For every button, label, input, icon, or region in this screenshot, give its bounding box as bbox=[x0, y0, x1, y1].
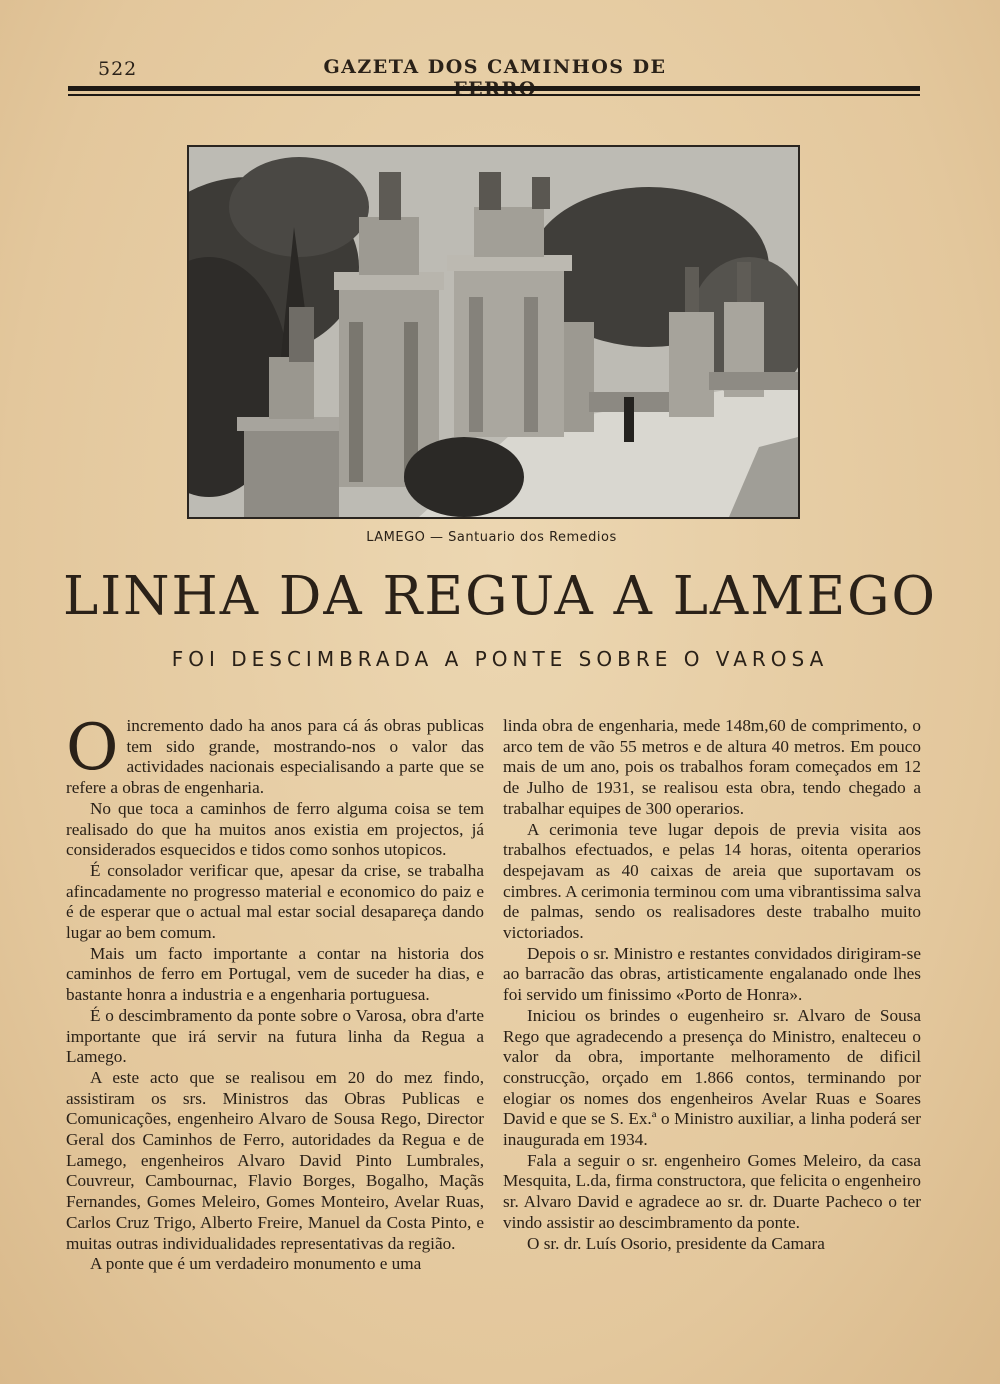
article-paragraph: No que toca a caminhos de ferro alguma coisa se tem realisado do que ha muitos anos existia em projectos, já considerados esquecidos e tidos como sonhos utopicos. bbox=[66, 798, 484, 860]
article-paragraph: É consolador verificar que, apesar da crise, se trabalha afincadamente no progresso material e economico do paiz e é de esperar que o actual mal estar social desapareça dando lugar ao bem comum. bbox=[66, 860, 484, 943]
article-paragraph: Fala a seguir o sr. engenheiro Gomes Meleiro, da casa Mesquita, L.da, firma constructora, que felicita o engenheiro sr. Alvaro David e agradece ao sr. dr. Duarte Pacheco o ter vindo assistir ao descimbramento da ponte. bbox=[503, 1150, 921, 1232]
page-number: 522 bbox=[98, 58, 138, 80]
article-column-left bbox=[66, 711, 484, 1275]
article-paragraph: linda obra de engenharia, mede 148m,60 de comprimento, o arco tem de vão 55 metros e de altura 40 metros. Em pouco mais de um ano, pois os trabalhos foram começados em 12 de Julho de 1931, se realisou esta obra, tendo chegado a trabalhar equipes de 300 operarios. bbox=[503, 716, 921, 818]
article-headline: LINHA DA REGUA A LAMEGO bbox=[63, 566, 937, 627]
article-paragraph: É o descimbramento da ponte sobre o Varosa, obra d'arte importante que irá servir na futura linha da Regua a Lamego. bbox=[66, 1005, 484, 1067]
article-subheadline: FOI DESCIMBRADA A PONTE SOBRE O VAROSA bbox=[171, 647, 829, 671]
article-paragraph: Mais um facto importante a contar na historia dos caminhos de ferro em Portugal, vem de suceder ha dias, e bastante honra a industria e a engenharia portuguesa. bbox=[66, 943, 484, 1005]
article-paragraph: Oincremento dado ha anos para cá ás obras publicas tem sido grande, mostrando-nos o valor das actividades nacionais especialisando a parte que se refere a obras de engenharia. bbox=[66, 711, 484, 798]
article-paragraph: O sr. dr. Luís Osorio, presidente da Camara bbox=[527, 1233, 825, 1253]
header-rule-thin bbox=[68, 94, 920, 96]
article-paragraph: Iniciou os brindes o eugenheiro sr. Alvaro de Sousa Rego que agradecendo a presença do Ministro, enalteceu o valor da obra, importante melhoramento de dificil construcção, orçado em 1.866 contos, terminando por elogiar os nomes dos engenheiros Avelar Ruas e Soares David e que se S. Ex.ª o Ministro auxiliar, a linha poderá ser inaugurada em 1934. bbox=[503, 1005, 921, 1150]
article-paragraph: A este acto que se realisou em 20 do mez findo, assistiram os srs. Ministros das Obras Publicas e Comunicações, engenheiro Alvaro de Sousa Rego, Director Geral dos Caminhos de Ferro, autoridades da Regua e de Lamego, engenheiros Alvaro David Pinto Lumbrales, Couvreur, Cambournac, Flavio Borges, Bogalho, Maçãs Fernandes, Gomes Meleiro, Gomes Monteiro, Avelar Ruas, Carlos Cruz Trigo, Alberto Freire, Manuel da Costa Pinto, e muitas outras individualidades representativas da região. bbox=[66, 1067, 484, 1253]
header-rule-thick bbox=[68, 86, 920, 91]
article-column-right bbox=[503, 716, 921, 1254]
drop-cap: O bbox=[66, 711, 119, 785]
sanctuary-illustration bbox=[189, 147, 798, 517]
photo-caption: LAMEGO — Santuario dos Remedios bbox=[366, 530, 617, 545]
article-paragraph: Depois o sr. Ministro e restantes convidados dirigiram-se ao barracão das obras, artisticamente engalanado onde lhes foi servido um finissimo «Porto de Honra». bbox=[503, 943, 921, 1005]
article-paragraph: A ponte que é um verdadeiro monumento e uma bbox=[90, 1254, 422, 1274]
sanctuary-photo bbox=[187, 145, 800, 519]
publication-title: GAZETA DOS CAMINHOS DE bbox=[323, 56, 667, 78]
article-paragraph: A cerimonia teve lugar depois de previa visita aos trabalhos efectuados, e pelas 14 horas, oitenta operarios despejavam as 40 caixas de areia que suportavam os cimbres. A cerimonia terminou com uma vibrantissima salva de palmas, sendo os realisadores deste trabalho muito victoriados. bbox=[503, 819, 921, 943]
